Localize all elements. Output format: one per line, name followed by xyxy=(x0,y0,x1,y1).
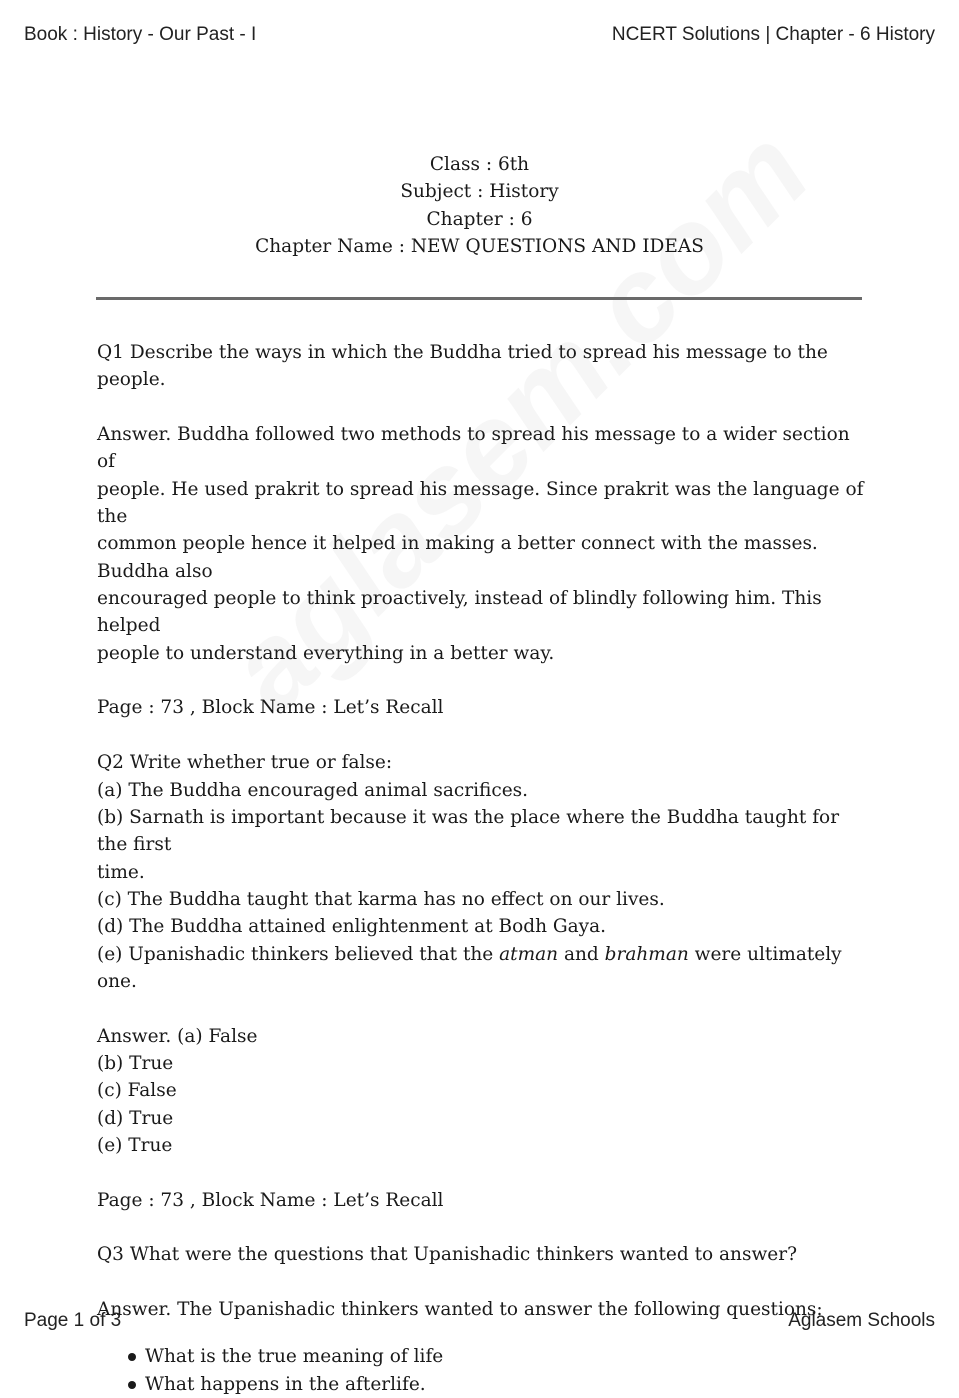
q2-option-a: (a) The Buddha encouraged animal sacrifices. xyxy=(97,779,529,801)
subject-line: Subject : History xyxy=(400,181,559,203)
footer-publisher: Aglasem Schools xyxy=(788,1310,935,1331)
q2-e-atman: atman xyxy=(499,943,559,965)
q3-bullet-list xyxy=(97,1343,867,1398)
q1-question: Q1 Describe the ways in which the Buddha tried to spread his message to the people. xyxy=(97,342,828,391)
list-item: What happens in the afterlife. xyxy=(97,1371,867,1398)
footer-page-number: Page 1 of 3 xyxy=(24,1310,122,1331)
header-chapter-label: NCERT Solutions | Chapter - 6 History xyxy=(611,24,935,45)
q2-answer-line: (c) False xyxy=(97,1080,177,1102)
q2-answer-line: Answer. (a) False xyxy=(97,1025,258,1047)
q3-question: Q3 What were the questions that Upanishadic thinkers wanted to answer? xyxy=(97,1244,798,1266)
q2-option-d: (d) The Buddha attained enlightenment at Bodh Gaya. xyxy=(97,916,607,938)
q1-answer-line: people to understand everything in a better way. xyxy=(97,642,555,664)
q2-option-e xyxy=(97,941,867,996)
q2-option-b-cont: time. xyxy=(97,861,145,883)
class-line: Class : 6th xyxy=(429,154,530,175)
q1-answer-line: common people hence it helped in making a better connect with the masses. Buddha also xyxy=(97,533,818,582)
q1-answer-line: people. He used prakrit to spread his message. Since prakrit was the language of the xyxy=(97,478,864,528)
q1-answer-line: Answer. Buddha followed two methods to spread his message to a wider section of xyxy=(97,424,850,473)
q1-answer xyxy=(97,421,867,667)
q2-option-c: (c) The Buddha taught that karma has no effect on our lives. xyxy=(97,888,665,910)
document-body xyxy=(97,339,867,1398)
chapter-name-line: Chapter Name : NEW QUESTIONS AND IDEAS xyxy=(255,235,704,257)
chapter-meta xyxy=(0,151,959,260)
q2-e-post: were ultimately one. xyxy=(97,943,842,992)
q2-e-and: and xyxy=(558,943,605,965)
q2-question: Q2 Write whether true or false: xyxy=(97,752,393,774)
q2-page-ref: Page : 73 , Block Name : Let’s Recall xyxy=(97,1189,444,1211)
q3-answer: Answer. The Upanishadic thinkers wanted to answer the following questions: xyxy=(97,1299,823,1321)
q2-answer-line: (e) True xyxy=(97,1134,173,1156)
header-book-title: Book : History - Our Past - I xyxy=(24,24,257,45)
q1-answer-line: encouraged people to think proactively, instead of blindly following him. This helped xyxy=(97,588,822,637)
q2-e-pre: (e) Upanishadic thinkers believed that the xyxy=(97,943,500,965)
q2-option-b: (b) Sarnath is important because it was the place where the Buddha taught for the first xyxy=(97,806,840,856)
list-item: What is the true meaning of life xyxy=(97,1343,867,1370)
q2-answers xyxy=(97,1023,867,1160)
chapter-line: Chapter : 6 xyxy=(426,208,533,230)
divider xyxy=(96,297,862,300)
q2-answer-line: (d) True xyxy=(97,1107,174,1129)
q2-e-brahman: brahman xyxy=(604,943,689,965)
q2-answer-line: (b) True xyxy=(97,1052,174,1074)
q1-page-ref: Page : 73 , Block Name : Let’s Recall xyxy=(97,697,444,719)
